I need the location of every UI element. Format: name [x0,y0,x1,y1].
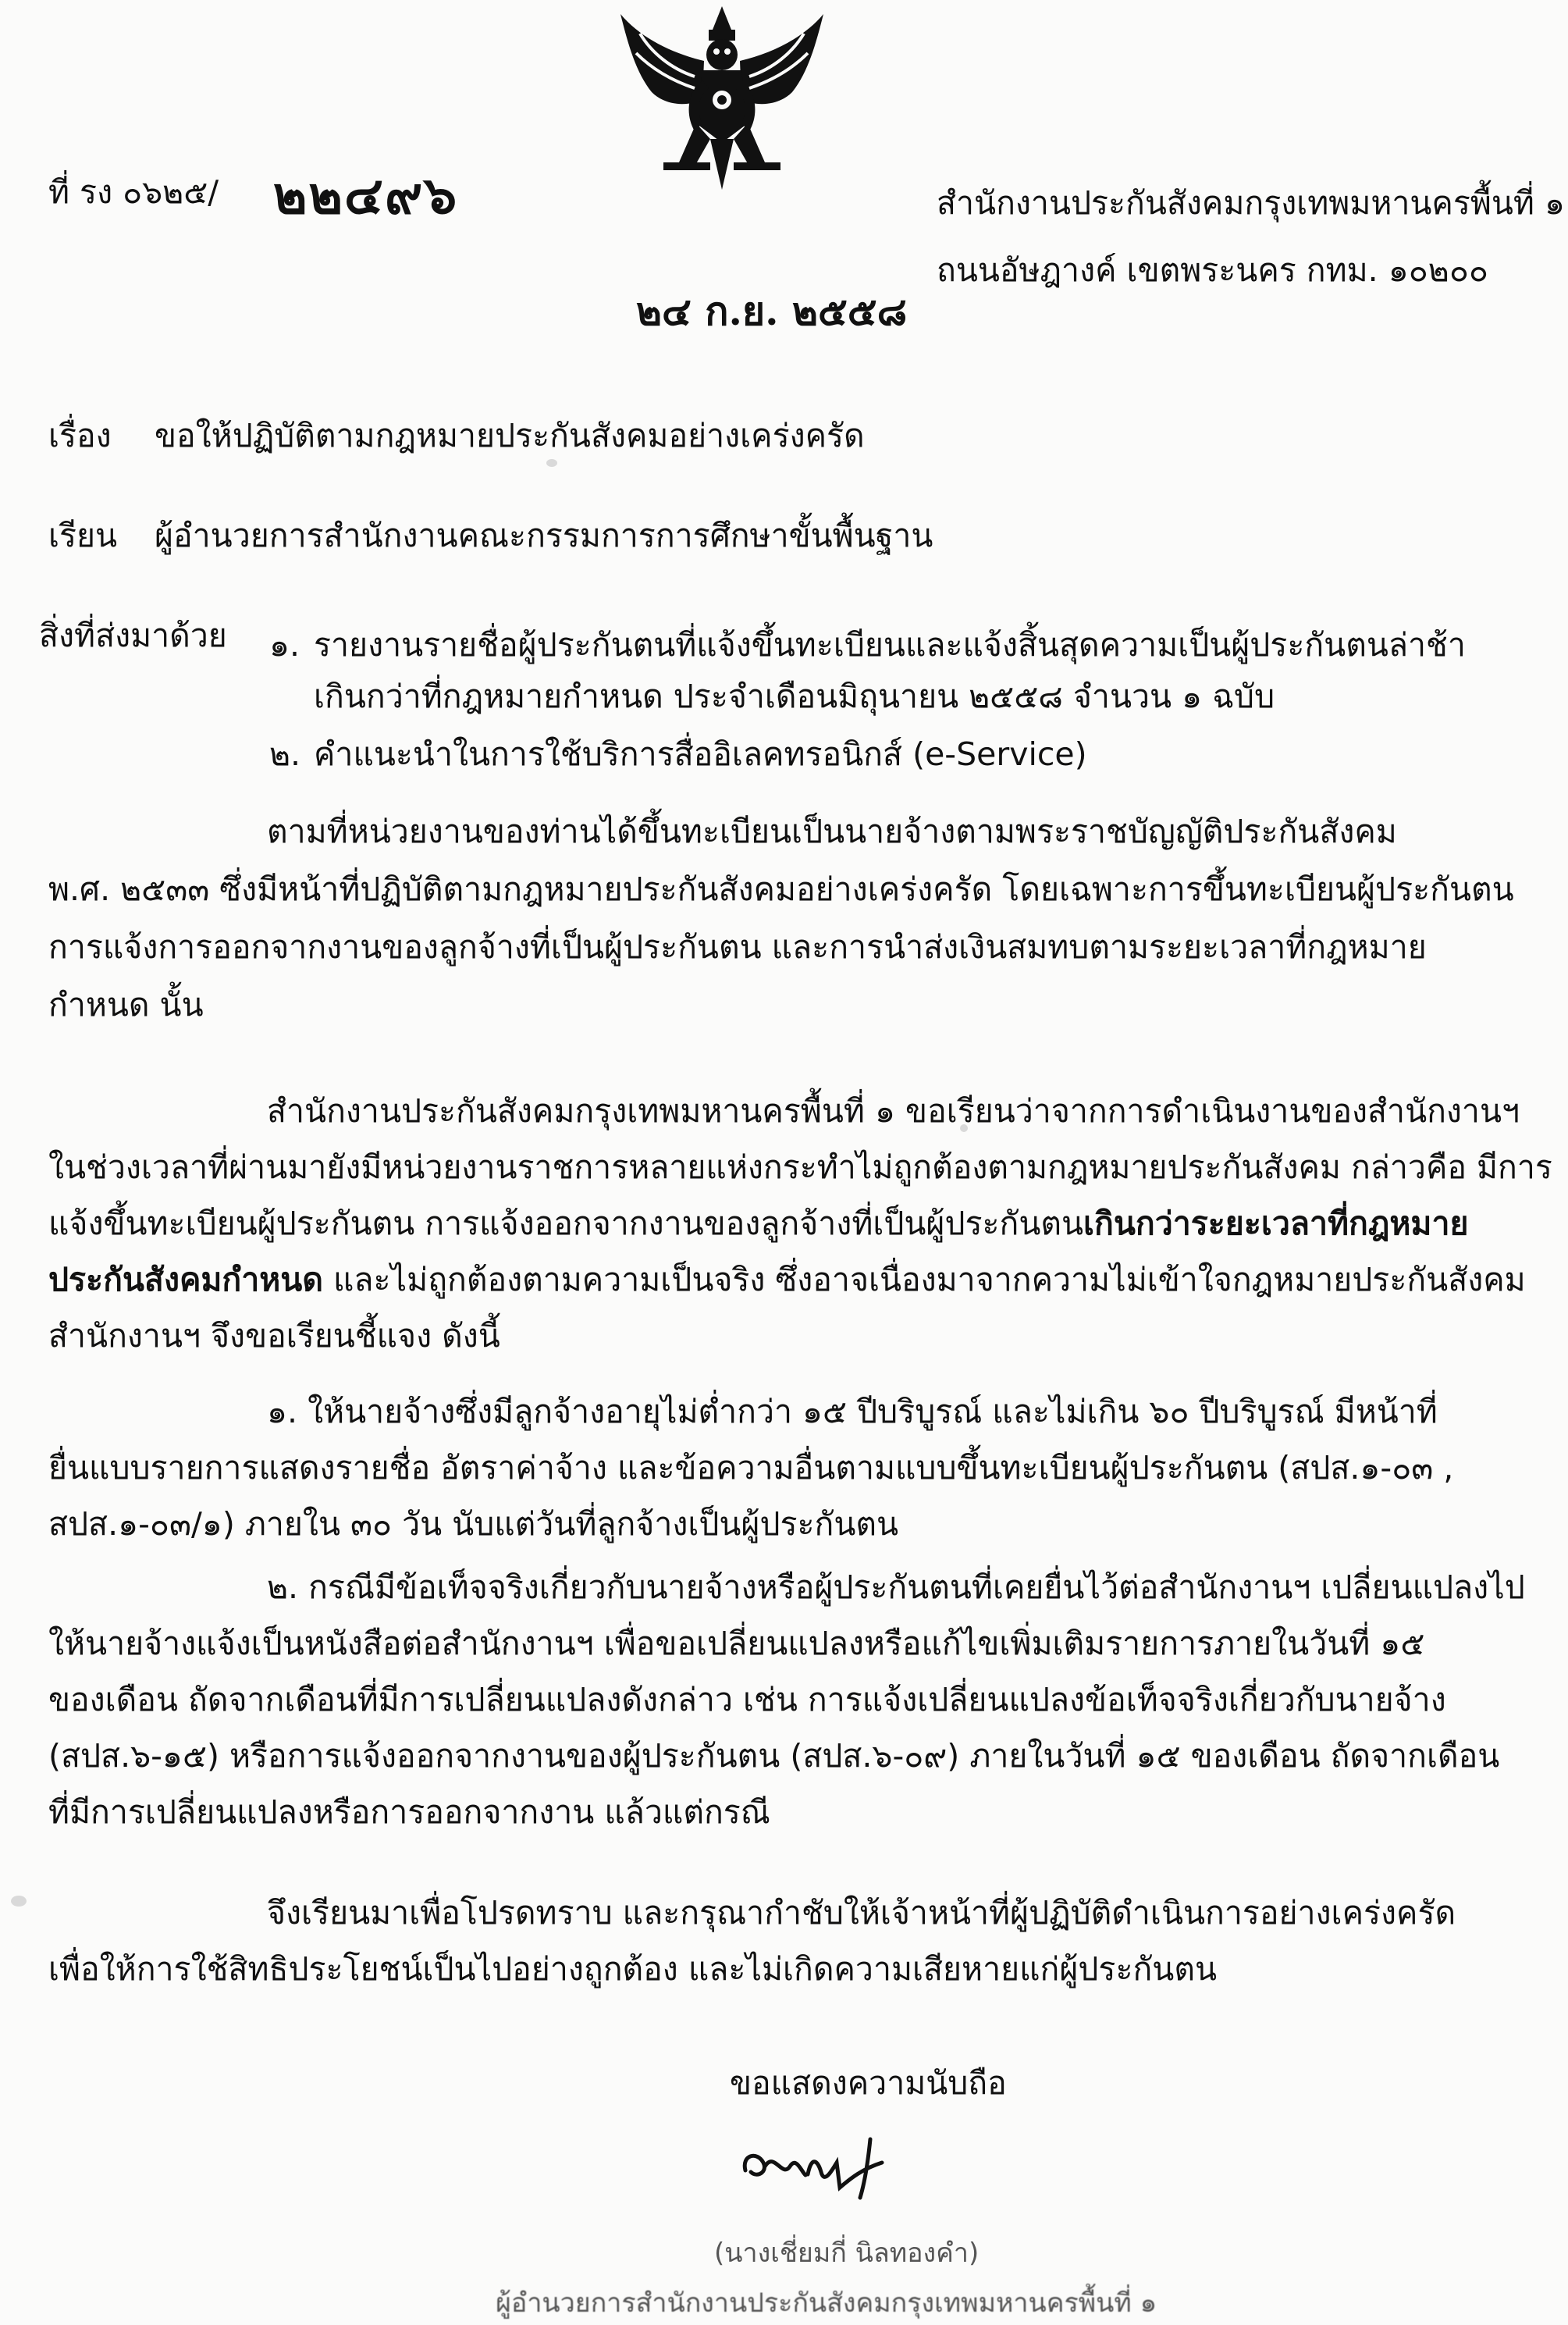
paragraph-line: การแจ้งการออกจากงานของลูกจ้างที่เป็นผู้ประกันตน และการนำส่งเงินสมทบตามระยะเวลาที่กฎหมาย [48,928,1427,966]
paragraph-line: ในช่วงเวลาที่ผ่านมายังมีหน่วยงานราชการหลายแห่งกระทำไม่ถูกต้องตามกฎหมายประกันสังคม กล่าวคือ มีการ [48,1148,1552,1186]
signatory-title: ผู้อำนวยการสำนักงานประกันสังคมกรุงเทพมหานครพื้นที่ ๑ [496,2288,1157,2319]
paragraph-line: ของเดือน ถัดจากเดือนที่มีการเปลี่ยนแปลงดังกล่าว เช่น การแจ้งเปลี่ยนแปลงข้อเท็จจริงเกี่ยวกับนายจ้าง [48,1681,1446,1718]
enclosure-number: ๑. [269,626,300,664]
reference-number: ๒๒๔๙๖ [273,165,459,226]
recipient-label: เรียน [48,517,118,554]
subject-text: ขอให้ปฏิบัติตามกฎหมายประกันสังคมอย่างเคร่งครัด [155,417,865,454]
paragraph-line [48,1200,1559,1247]
letter-date: ๒๔ ก.ย. ๒๕๕๘ [636,288,908,334]
scan-speck [546,459,557,467]
paragraph-text: และไม่ถูกต้องตามความเป็นจริง ซึ่งอาจเนื่องมาจากความไม่เข้าใจกฎหมายประกันสังคม [322,1261,1526,1298]
signatory-name: (นางเชี่ยมกี่ นิลทองคำ) [714,2238,980,2269]
paragraph-line: สปส.๑-๐๓/๑) ภายใน ๓๐ วัน นับแต่วันที่ลูกจ้างเป็นผู้ประกันตน [48,1505,899,1543]
paragraph-line: ๑. ให้นายจ้างซึ่งมีลูกจ้างอายุไม่ต่ำกว่า ๑๕ ปีบริบูรณ์ และไม่เกิน ๖๐ ปีบริบูรณ์ มีหน้าที่ [267,1393,1438,1430]
paragraph-line: ๒. กรณีมีข้อเท็จจริงเกี่ยวกับนายจ้างหรือผู้ประกันตนที่เคยยื่นไว้ต่อสำนักงานฯ เปลี่ยนแปลงไป [267,1568,1525,1606]
reference-prefix: ที่ รง ๐๖๒๕/ [48,173,219,211]
paragraph-line: กำหนด นั้น [48,986,204,1024]
paragraph-line: ตามที่หน่วยงานของท่านได้ขึ้นทะเบียนเป็นนายจ้างตามพระราชบัญญัติประกันสังคม [267,813,1397,850]
paragraph-line: ให้นายจ้างแจ้งเป็นหนังสือต่อสำนักงานฯ เพื่อขอเปลี่ยนแปลงหรือแก้ไขเพิ่มเติมรายการภายในวันที่ ๑๕ [48,1625,1425,1662]
subject-label: เรื่อง [48,417,112,454]
handwritten-signature [734,2124,905,2209]
enclosure-item-1-line-2: เกินกว่าที่กฎหมายกำหนด ประจำเดือนมิถุนายน ๒๕๕๘ จำนวน ๑ ฉบับ [314,678,1275,715]
paragraph-line: พ.ศ. ๒๕๓๓ ซึ่งมีหน้าที่ปฏิบัติตามกฎหมายประกันสังคมอย่างเคร่งครัด โดยเฉพาะการขึ้นทะเบียนผู้ประกันตน [48,871,1514,908]
paragraph-line: สำนักงานประกันสังคมกรุงเทพมหานครพื้นที่ ๑ ขอเรียนว่าจากการดำเนินงานของสำนักงานฯ [267,1092,1520,1130]
office-line-1: สำนักงานประกันสังคมกรุงเทพมหานครพื้นที่ ๑ [937,184,1566,222]
instruction-item-1 [48,1388,1559,1547]
garuda-emblem [617,6,827,194]
emphasis-text: ประกันสังคมกำหนด [48,1261,323,1298]
instruction-item-2 [48,1564,1559,1835]
paragraph-text: แจ้งขึ้นทะเบียนผู้ประกันตน การแจ้งออกจากงานของลูกจ้างที่เป็นผู้ประกันตน [48,1205,1084,1242]
enclosures-label: สิ่งที่ส่งมาด้วย [39,617,227,654]
closing-salutation: ขอแสดงความนับถือ [730,2064,1007,2102]
scan-speck [11,1896,27,1907]
paragraph-line: ที่มีการเปลี่ยนแปลงหรือการออกจากงาน แล้วแต่กรณี [48,1793,770,1831]
paragraph-intro [48,808,1559,1028]
enclosure-item-1-line-1: รายงานรายชื่อผู้ประกันตนที่แจ้งขึ้นทะเบียนและแจ้งสิ้นสุดความเป็นผู้ประกันตนล่าช้า [314,626,1466,664]
paragraph-findings [48,1088,1559,1359]
paragraph-line: จึงเรียนมาเพื่อโปรดทราบ และกรุณากำชับให้เจ้าหน้าที่ผู้ปฏิบัติดำเนินการอย่างเคร่งครัด [267,1894,1456,1932]
paragraph-line: สำนักงานฯ จึงขอเรียนชี้แจง ดังนี้ [48,1317,500,1355]
enclosure-item-2-line-1: คำแนะนำในการใช้บริการสื่ออิเลคทรอนิกส์ (e-Service) [314,735,1087,773]
emphasis-text: เกินกว่าระยะเวลาที่กฎหมาย [1083,1205,1469,1242]
recipient-text: ผู้อำนวยการสำนักงานคณะกรรมการการศึกษาขั้นพื้นฐาน [155,517,933,554]
closing-paragraph [48,1889,1559,1992]
enclosure-number: ๒. [269,735,301,773]
paragraph-line [48,1256,1559,1303]
scan-speck [960,1124,968,1132]
paragraph-line: เพื่อให้การใช้สิทธิประโยชน์เป็นไปอย่างถูกต้อง และไม่เกิดความเสียหายแก่ผู้ประกันตน [48,1950,1217,1988]
paragraph-line: (สปส.๖-๑๕) หรือการแจ้งออกจากงานของผู้ประกันตน (สปส.๖-๐๙) ภายในวันที่ ๑๕ ของเดือน ถัดจากเดือน [48,1737,1500,1775]
office-line-2: ถนนอัษฎางค์ เขตพระนคร กทม. ๑๐๒๐๐ [937,251,1488,289]
paragraph-line: ยื่นแบบรายการแสดงรายชื่อ อัตราค่าจ้าง และข้อความอื่นตามแบบขึ้นทะเบียนผู้ประกันตน (สปส.๑-๐๓ , [48,1449,1454,1487]
